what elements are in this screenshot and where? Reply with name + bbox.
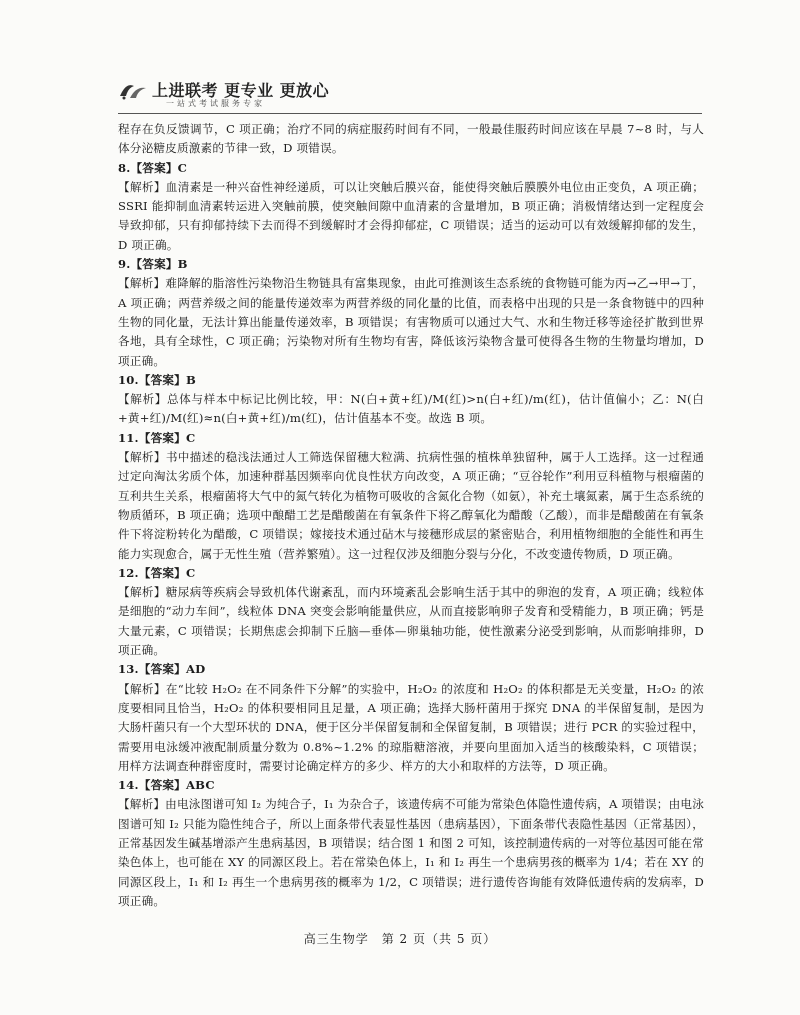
analysis-paragraph: 【解析】糖尿病等疾病会导致机体代谢紊乱，而内环境紊乱会影响生活于其中的卵泡的发育，A 项正确；线粒体是细胞的“动力车间”，线粒体 DNA 突变会影响能量供应，从而直接影响卵子发育和受精能力，B 项正确；钙是大量元素，C 项错误；长期焦虑会抑制下丘脑—垂体—卵巢轴功能，使性激素分泌受到影响，从而影响排卵，D 项正确。 <box>118 585 704 658</box>
answer-heading: 13.【答案】AD <box>118 662 206 677</box>
analysis-paragraph: 【解析】总体与样本中标记比例比较，甲：N(白+黄+红)/M(红)>n(白+红)/m(红)，估计值偏小；乙：N(白+黄+红)/M(红)≈n(白+黄+红)/m(红)，估计值基本不变。故选 B 项。 <box>118 392 704 426</box>
logo-icon <box>118 80 148 100</box>
analysis-paragraph: 【解析】在“比较 H₂O₂ 在不同条件下分解”的实验中，H₂O₂ 的浓度和 H₂O₂ 的体积都是无关变量，H₂O₂ 的浓度要相同且恰当，H₂O₂ 的体积要相同且足量，A 项正确；选择大肠杆菌用于探究 DNA 的半保留复制，是因为大肠杆菌只有一个大型环状的 DNA，便于区分半保留复制和全保留复制，B 项错误；进行 PCR 的实验过程中，需要用电泳缓冲液配制质量分数为 0.8%~1.2% 的琼脂糖溶液，并要向里面加入适当的核酸染料，C 项错误；用样方法调查种群密度时，需要讨论确定样方的多少、样方的大小和取样的方法等，D 项正确。 <box>118 681 704 773</box>
answer-heading: 10.【答案】B <box>118 372 196 387</box>
analysis-paragraph: 【解析】血清素是一种兴奋性神经递质，可以让突触后膜兴奋，能使得突触后膜膜外电位由正变负，A 项正确；SSRI 能抑制血清素转运进入突触前膜，使突触间隙中血清素的含量增加，B 项正确；消极情绪达到一定程度会导致抑郁，只有抑郁持续下去而得不到缓解时才会得抑郁症，C 项错误；适当的运动可以有效缓解抑郁的发生，D 项正确。 <box>118 179 704 252</box>
paragraph: 程存在负反馈调节，C 项正确；治疗不同的病症服药时间有不同，一般最佳服药时间应该在早晨 7~8 时，与人体分泌糖皮质激素的节律一致，D 项错误。 <box>118 122 704 156</box>
logo-title: 上进联考 更专业 更放心 <box>152 81 330 100</box>
analysis-paragraph: 【解析】书中描述的稳浅法通过人工筛选保留穗大粒满、抗病性强的植株单独留种，属于人工选择。这一过程通过定向淘汰劣质个体，加速种群基因频率向优良性状方向改变，A 项正确；“豆谷轮作”利用豆科植物与根瘤菌的互利共生关系，根瘤菌将大气中的氮气转化为植物可吸收的含氮化合物（如氨），补充土壤氮素，属于生态系统的物质循环，B 项正确；选项中酿醋工艺是醋酸菌在有氧条件下将乙醇氧化为醋酸（乙酸），而非是醋酸菌在有氧条件下将淀粉转化为醋酸，C 项错误；嫁接技术通过砧木与接穗形成层的紧密贴合，利用植物细胞的全能性和再生能力实现愈合，属于无性生殖（营养繁殖）。这一过程仅涉及细胞分裂与分化，不改变遗传物质，D 项正确。 <box>118 450 704 561</box>
logo-subtitle: 一站式考试服务专家 <box>166 99 265 108</box>
page-footer: 高三生物学 第 2 页（共 5 页） <box>303 932 497 946</box>
analysis-paragraph: 【解析】由电泳图谱可知 I₂ 为纯合子，I₁ 为杂合子，该遗传病不可能为常染色体隐性遗传病，A 项错误；由电泳图谱可知 I₂ 只能为隐性纯合子，所以上面条带代表显性基因（患病基因），下面条带代表隐性基因（正常基因），正常基因发生碱基增添产生患病基因，B 项错误；结合图 1 和图 2 可知，该控制遗传病的一对等位基因可能在常染色体上，也可能在 XY 的同源区段上。若在常染色体上，I₁ 和 I₂ 再生一个患病男孩的概率为 1/4；若在 XY 的同源区段上，I₁ 和 I₂ 再生一个患病男孩的概率为 1/2，C 项错误；进行遗传咨询能有效降低遗传病的发病率，D 项正确。 <box>118 797 704 908</box>
answer-heading: 9.【答案】B <box>118 257 188 272</box>
answer-heading: 12.【答案】C <box>118 565 196 580</box>
answer-heading: 8.【答案】C <box>118 160 188 175</box>
header-divider <box>118 113 702 114</box>
answer-content <box>118 120 704 911</box>
answer-heading: 11.【答案】C <box>118 430 196 445</box>
analysis-paragraph: 【解析】难降解的脂溶性污染物沿生物链具有富集现象，由此可推测该生态系统的食物链可能为丙→乙→甲→丁，A 项正确；两营养级之间的能量传递效率为两营养级的同化量的比值，而表格中出现的只是一条食物链中的四种生物的同化量，无法计算出能量传递效率，B 项错误；有害物质可以通过大气、水和生物迁移等途径扩散到世界各地，具有全球性，C 项正确；污染物对所有生物均有害，降低该污染物含量可使得各生物的生物量均增加，D 项正确。 <box>118 276 704 368</box>
answer-heading: 14.【答案】ABC <box>118 778 215 793</box>
header-logo <box>118 78 328 114</box>
